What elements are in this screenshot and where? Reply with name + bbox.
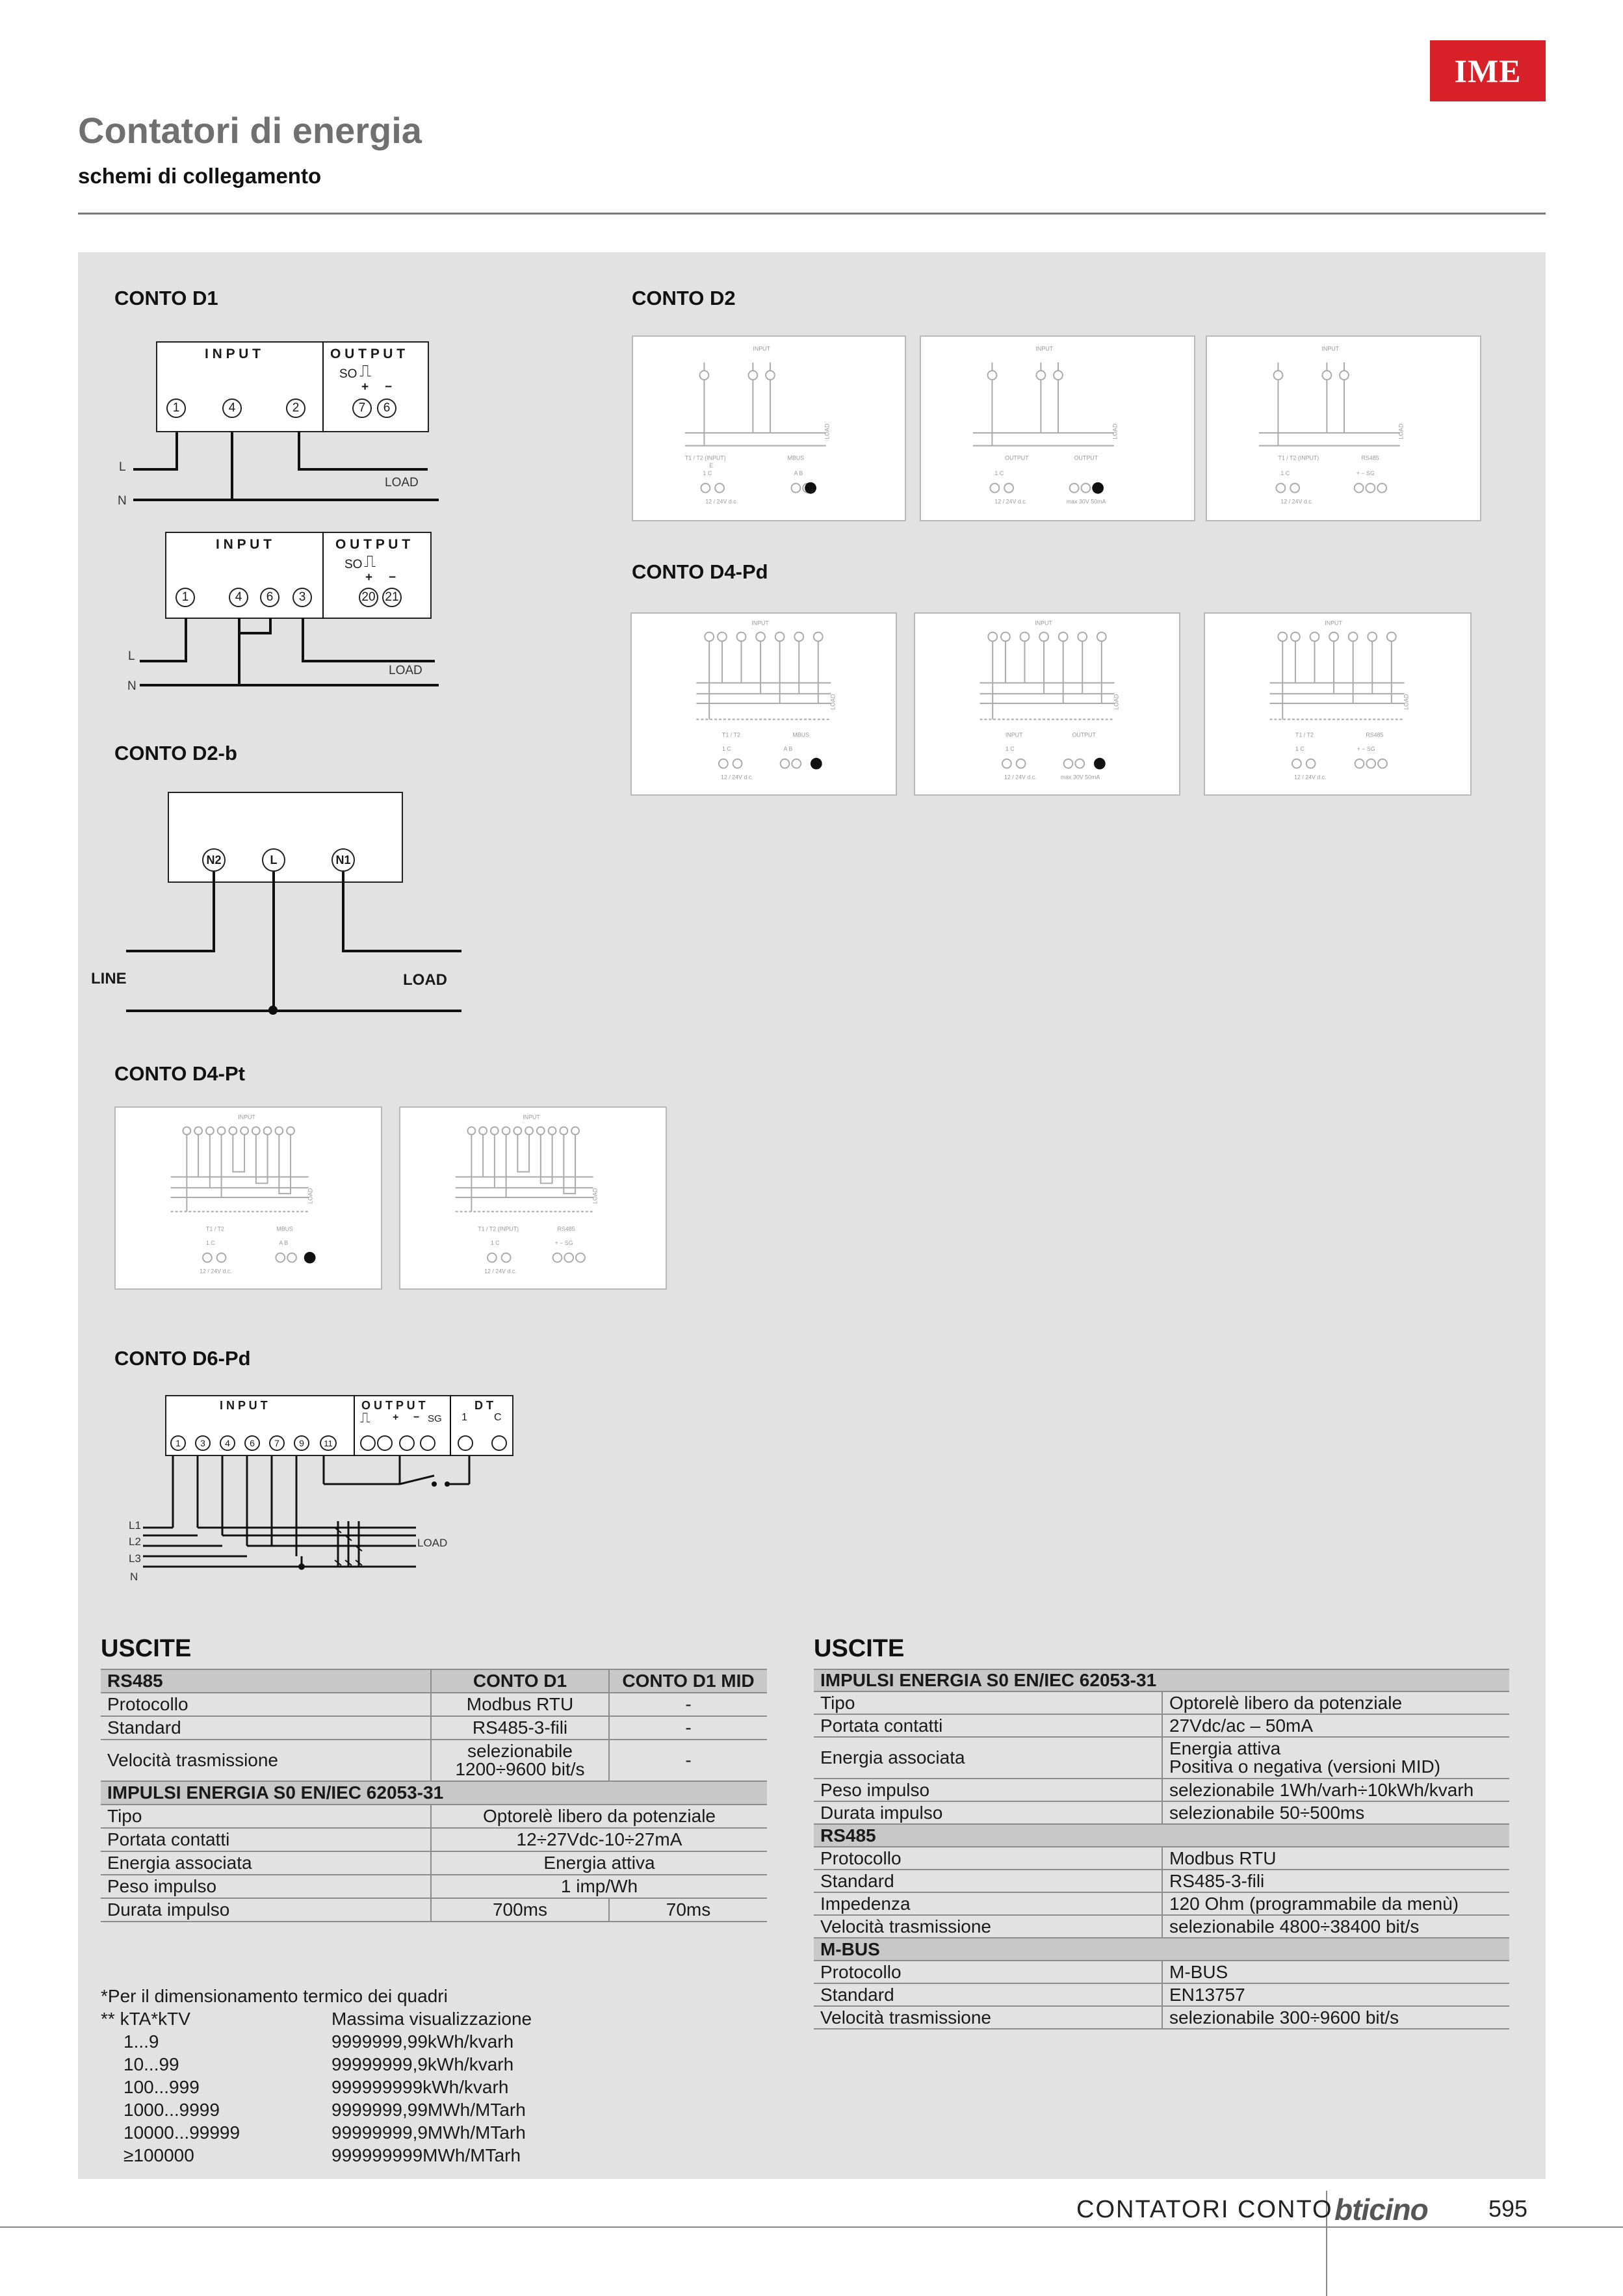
wire <box>302 618 304 662</box>
section-title-d4pt: CONTO D4-Pt <box>114 1062 245 1085</box>
table-row: Protocollo M-BUS <box>814 1961 1509 1983</box>
terminal: 9 <box>294 1435 309 1451</box>
svg-text:RS485: RS485 <box>1366 731 1384 738</box>
svg-text:T1 / T2 (INPUT): T1 / T2 (INPUT) <box>478 1225 519 1233</box>
svg-text:1 C: 1 C <box>1280 469 1290 476</box>
diagram-d2b-box <box>168 792 403 883</box>
svg-text:MBUS: MBUS <box>787 454 805 462</box>
svg-text:A B: A B <box>279 1239 289 1246</box>
svg-text:LOAD: LOAD <box>1397 423 1405 439</box>
right-spec-table <box>814 1669 1509 2029</box>
wire <box>342 872 344 951</box>
terminal: 21 <box>382 588 402 607</box>
terminal: 1 <box>175 588 195 607</box>
svg-text:+ − SG: + − SG <box>554 1239 573 1246</box>
list-item: ≥100000 999999999MWh/MTarh <box>123 2145 521 2165</box>
wire <box>238 632 270 634</box>
table-row: Impedenza 120 Ohm (programmabile da menù) <box>814 1892 1509 1915</box>
terminal: 3 <box>292 588 312 607</box>
svg-text:INPUT: INPUT <box>1325 620 1342 627</box>
label-load: LOAD <box>403 971 447 989</box>
section-title-d1: CONTO D1 <box>114 287 218 309</box>
subheader: IMPULSI ENERGIA S0 EN/IEC 62053-31 <box>101 1781 767 1805</box>
wire <box>231 431 233 501</box>
wire <box>298 468 428 471</box>
wire <box>140 684 439 686</box>
label-l3: L3 <box>129 1552 141 1565</box>
svg-text:A B: A B <box>794 469 803 476</box>
svg-text:T1 / T2: T1 / T2 <box>721 731 740 738</box>
svg-text:12 / 24V d.c.: 12 / 24V d.c. <box>994 498 1028 505</box>
terminal: 20 <box>359 588 378 607</box>
table-row: Standard RS485-3-fili <box>814 1870 1509 1892</box>
left-spec-table <box>101 1669 767 1922</box>
wire <box>269 618 272 634</box>
d4pd-thumb-output <box>914 612 1180 796</box>
table-row: Tipo Optorelè libero da potenziale <box>101 1805 767 1828</box>
svg-text:T1 / T2 (INPUT): T1 / T2 (INPUT) <box>684 454 726 462</box>
wire <box>133 499 439 501</box>
svg-text:LOAD: LOAD <box>1111 423 1119 439</box>
wire <box>302 660 435 662</box>
subheader: IMPULSI ENERGIA S0 EN/IEC 62053-31 <box>814 1669 1509 1691</box>
table-row: Portata contatti 27Vdc/ac – 50mA <box>814 1714 1509 1737</box>
list-item: 1...9 9999999,99kWh/kvarh <box>123 2031 514 2052</box>
terminal: 4 <box>222 398 242 418</box>
wire <box>126 1010 461 1012</box>
list-item: 1000...9999 9999999,99MWh/MTarh <box>123 2100 526 2120</box>
svg-text:LOAD: LOAD <box>829 694 837 710</box>
wire <box>238 618 240 686</box>
table-row: Portata contatti 12÷27Vdc-10÷27mA <box>101 1828 767 1851</box>
terminal: 11 <box>320 1435 337 1451</box>
label-n: N <box>130 1571 138 1583</box>
svg-text:OUTPUT: OUTPUT <box>1074 454 1098 462</box>
terminal: 2 <box>286 398 305 418</box>
col-header: RS485 <box>101 1669 431 1693</box>
label-N: N <box>118 494 127 508</box>
table-row: Energia associata Energia attiva Positiva o negativa (versioni MID) <box>814 1737 1509 1779</box>
table-row: Standard EN13757 <box>814 1983 1509 2006</box>
table-row: Tipo Optorelè libero da potenziale <box>814 1691 1509 1714</box>
svg-text:RS485: RS485 <box>1361 454 1379 462</box>
svg-text:1 C: 1 C <box>205 1239 215 1246</box>
label-L: L <box>128 649 135 663</box>
terminal: 4 <box>229 588 248 607</box>
table-row: Standard RS485-3-fili - <box>101 1716 767 1740</box>
svg-text:INPUT: INPUT <box>238 1114 255 1121</box>
table-row: Energia associata Energia attiva <box>101 1851 767 1875</box>
wire <box>175 431 178 470</box>
svg-text:+ − SG: + − SG <box>1357 745 1375 752</box>
svg-text:INPUT: INPUT <box>523 1114 540 1121</box>
terminal: 1 <box>166 398 186 418</box>
label-l2: L2 <box>129 1535 141 1548</box>
svg-text:OUTPUT: OUTPUT <box>1005 454 1029 462</box>
svg-text:1 C: 1 C <box>1295 745 1305 752</box>
d2-thumb-mbus <box>632 335 906 521</box>
section-title-d6pd: CONTO D6-Pd <box>114 1347 251 1370</box>
svg-text:12 / 24V d.c.: 12 / 24V d.c. <box>705 498 738 505</box>
d4pt-thumb-rs485 <box>399 1106 667 1290</box>
label-line: LINE <box>91 970 127 987</box>
svg-text:A B: A B <box>783 745 793 752</box>
footer-section-label: CONTATORI CONTO <box>1076 2196 1333 2223</box>
subheader: RS485 <box>814 1824 1509 1847</box>
diagram-d1-top: I N P U T O U T P U T SO ⎍ + − 1 4 2 7 6 <box>156 341 429 432</box>
header-rule <box>78 213 1546 215</box>
wire <box>342 950 461 952</box>
svg-text:E: E <box>709 462 714 469</box>
wire <box>185 618 187 662</box>
svg-text:MBUS: MBUS <box>792 731 809 738</box>
svg-text:12 / 24V d.c.: 12 / 24V d.c. <box>484 1268 517 1275</box>
svg-text:LOAD: LOAD <box>1403 694 1410 710</box>
wire <box>272 872 275 1011</box>
svg-text:LOAD: LOAD <box>1113 694 1120 710</box>
d4pd-thumb-rs485 <box>1204 612 1472 796</box>
section-title-d2b: CONTO D2-b <box>114 742 237 764</box>
footnotes: *Per il dimensionamento termico dei quadri ** kTA*kTV Massima visualizzazione 1...9 9999999,99kWh/kvarh 10...99 99999999,9kWh/kvarh 100...999 999999999kWh/kvarh 1000...9999 9999999,99MWh/MTarh 10000...99999 99999999,9MWh/MTarh ≥100000 999999999MWh/MTarh <box>101 1986 532 2165</box>
diagram-d6pd: I N P U T O U T P U T D T ⎍ + − SG 1 C 1 3 4 6 7 9 11 <box>165 1395 513 1456</box>
svg-text:12 / 24V d.c.: 12 / 24V d.c. <box>720 774 753 781</box>
svg-text:LOAD: LOAD <box>591 1188 599 1204</box>
svg-text:OUTPUT: OUTPUT <box>1072 731 1096 738</box>
table-row: Durata impulso selezionabile 50÷500ms <box>814 1801 1509 1824</box>
svg-text:1 C: 1 C <box>1005 745 1015 752</box>
svg-text:1 C: 1 C <box>703 469 712 476</box>
label-N: N <box>127 679 136 693</box>
d4pd-thumb-mbus <box>630 612 897 796</box>
table-row: Peso impulso 1 imp/Wh <box>101 1875 767 1898</box>
table-row: Peso impulso selezionabile 1Wh/varh÷10kWh/kvarh <box>814 1779 1509 1801</box>
svg-text:+ − SG: + − SG <box>1356 469 1375 476</box>
bticino-logo: bticino <box>1334 2193 1428 2226</box>
terminal: L <box>262 848 285 872</box>
wire <box>126 950 215 952</box>
svg-text:INPUT: INPUT <box>1035 620 1052 627</box>
terminal: 7 <box>269 1435 285 1451</box>
svg-text:LOAD: LOAD <box>824 423 831 439</box>
svg-text:12 / 24V d.c.: 12 / 24V d.c. <box>1004 774 1037 781</box>
svg-text:T1 / T2: T1 / T2 <box>205 1225 224 1233</box>
left-table-heading: USCITE <box>101 1635 192 1662</box>
table-row: Velocità trasmissione selezionabile 1200÷9600 bit/s - <box>101 1740 767 1781</box>
page-title: Contatori di energia <box>78 110 422 151</box>
label-load: LOAD <box>385 476 419 489</box>
col-header: CONTO D1 MID <box>609 1669 767 1693</box>
svg-text:LOAD: LOAD <box>307 1188 314 1204</box>
label-load: LOAD <box>389 664 422 677</box>
list-item: 10000...99999 99999999,9MWh/MTarh <box>123 2122 526 2143</box>
terminal: N2 <box>202 848 226 872</box>
ime-logo: IME <box>1430 40 1546 101</box>
page-subtitle: schemi di collegamento <box>78 164 322 188</box>
wire <box>133 468 178 471</box>
terminal: N1 <box>331 848 355 872</box>
table-row: Protocollo Modbus RTU <box>814 1847 1509 1870</box>
d2-thumb-rs485 <box>1206 335 1481 521</box>
svg-text:12 / 24V d.c.: 12 / 24V d.c. <box>200 1268 232 1275</box>
svg-text:T1 / T2: T1 / T2 <box>1295 731 1314 738</box>
d4pt-thumb-mbus <box>114 1106 382 1290</box>
col-header: CONTO D1 <box>431 1669 609 1693</box>
wire <box>140 660 187 662</box>
list-item: 100...999 999999999kWh/kvarh <box>123 2077 509 2097</box>
terminal: 3 <box>195 1435 211 1451</box>
table-row: Velocità trasmissione selezionabile 300÷9600 bit/s <box>814 2006 1509 2029</box>
label-load: LOAD <box>417 1537 448 1549</box>
terminal: 4 <box>220 1435 235 1451</box>
terminal: 7 <box>352 398 372 418</box>
svg-text:1 C: 1 C <box>994 469 1004 476</box>
section-title-d4pd: CONTO D4-Pd <box>632 560 768 583</box>
d6pd-wiring <box>130 1456 520 1586</box>
table-row: Durata impulso 700ms 70ms <box>101 1898 767 1922</box>
svg-text:INPUT: INPUT <box>1321 345 1340 352</box>
svg-text:max 30V 50mA: max 30V 50mA <box>1060 774 1100 781</box>
svg-text:12 / 24V d.c.: 12 / 24V d.c. <box>1280 498 1314 505</box>
svg-text:INPUT: INPUT <box>751 620 769 627</box>
label-l1: L1 <box>129 1519 141 1532</box>
terminal: 6 <box>244 1435 260 1451</box>
label-L: L <box>119 460 126 474</box>
svg-text:T1 / T2 (INPUT): T1 / T2 (INPUT) <box>1278 454 1319 462</box>
svg-text:MBUS: MBUS <box>276 1225 293 1233</box>
svg-text:1 C: 1 C <box>490 1239 500 1246</box>
terminal: 1 <box>170 1435 186 1451</box>
svg-text:1 C: 1 C <box>721 745 731 752</box>
junction-dot <box>268 1006 278 1015</box>
right-table-heading: USCITE <box>814 1635 905 1662</box>
wire <box>298 431 300 470</box>
terminal: 6 <box>260 588 279 607</box>
list-item: 10...99 99999999,9kWh/kvarh <box>123 2054 514 2074</box>
svg-text:INPUT: INPUT <box>1005 731 1023 738</box>
table-row: Velocità trasmissione selezionabile 4800÷38400 bit/s <box>814 1915 1509 1938</box>
svg-text:INPUT: INPUT <box>1035 345 1054 352</box>
terminal: 6 <box>377 398 396 418</box>
d2-thumb-output <box>920 335 1195 521</box>
page-number: 595 <box>1488 2195 1528 2222</box>
svg-text:12 / 24V d.c.: 12 / 24V d.c. <box>1293 774 1327 781</box>
diagram-d1-bottom: I N P U T O U T P U T SO ⎍ + − 1 4 6 3 20 21 <box>165 532 432 619</box>
wire <box>213 872 215 951</box>
svg-text:max 30V 50mA: max 30V 50mA <box>1066 498 1106 505</box>
section-title-d2: CONTO D2 <box>632 287 736 309</box>
svg-text:INPUT: INPUT <box>753 345 770 352</box>
subheader: M-BUS <box>814 1938 1509 1961</box>
svg-text:RS485: RS485 <box>557 1225 575 1233</box>
table-row: Protocollo Modbus RTU - <box>101 1693 767 1716</box>
